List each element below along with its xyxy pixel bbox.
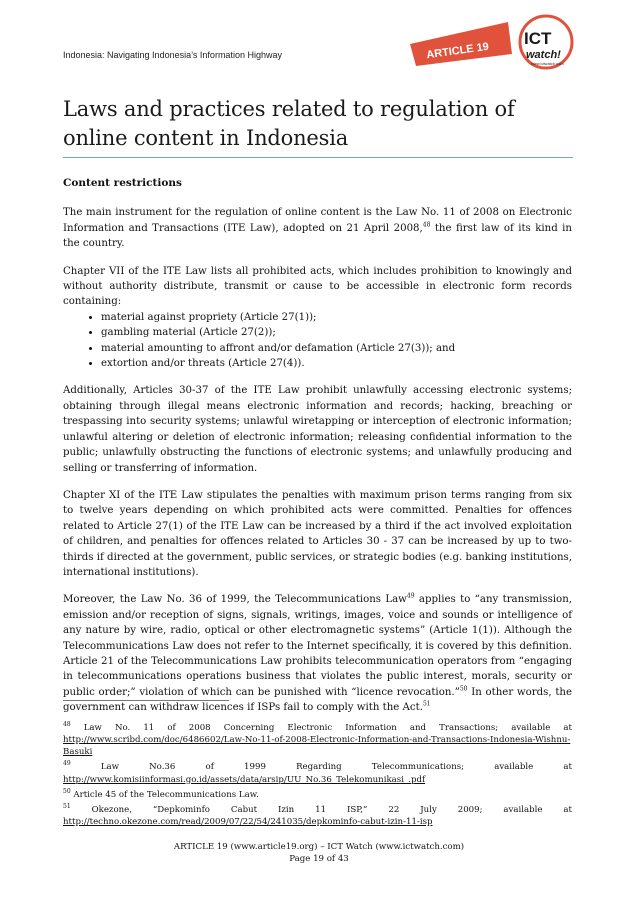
list-item: • material amounting to affront and/or defamation (Article 27(3)); and bbox=[101, 341, 572, 356]
publisher-logos bbox=[408, 14, 578, 72]
article19-logo bbox=[410, 22, 512, 66]
paragraph-4: Chapter XI of the ITE Law stipulates the penalties with maximum prison terms ranging from six to twelve years depending on which prohibited acts were committed. Penalties for offences related to Article 27(1) of the ITE Law can be increased by a third if the act involved exploitation of children, and penalties for offences related to Articles 30 - 37 can be increased by up to two-thirds if directed at the government, public services, or strategic bodies (e.g. banking institutions, international institutions). bbox=[63, 489, 572, 578]
footnote-ref-49[interactable]: 49 bbox=[406, 592, 415, 600]
section-heading: Content restrictions bbox=[63, 177, 182, 189]
list-item: • extortion and/or threats (Article 27(4)). bbox=[101, 356, 572, 371]
title-divider bbox=[63, 157, 573, 158]
footnote-ref-48[interactable]: 48 bbox=[422, 221, 431, 229]
footnote-separator bbox=[63, 700, 229, 701]
svg-text:ARTICLE 19: ARTICLE 19 bbox=[425, 40, 490, 62]
page-title: Laws and practices related to regulation of online content in Indonesia bbox=[63, 97, 515, 150]
running-header: Indonesia: Navigating Indonesia’s Information Highway bbox=[63, 50, 282, 60]
footnote-49: $^{49}$ Law No.36 of 1999 Regarding Telecommunications; available at bbox=[63, 760, 572, 773]
page-number: Page 19 of 43 bbox=[289, 854, 349, 864]
footnote-49-link-row bbox=[63, 774, 572, 786]
footnote-51: $^{51}$ Okezone, “Depkominfo Cabut Izin 11 ISP,” 22 July 2009; available at bbox=[63, 802, 572, 815]
page-footer-credits: ARTICLE 19 (www.article19.org) – ICT Watch (www.ictwatch.com) bbox=[173, 842, 465, 852]
ictwatch-logo bbox=[520, 16, 572, 68]
footnote-48-link-row bbox=[63, 734, 572, 758]
svg-text:ICT: ICT bbox=[524, 29, 552, 48]
prohibited-content-list bbox=[63, 310, 572, 372]
svg-text:watch!: watch! bbox=[526, 49, 561, 61]
footnote-link[interactable]: http://techno.okezone.com/read/2009/07/22/54/241035/depkominfo-cabut-izin-11-isp bbox=[63, 816, 433, 827]
list-item: • gambling material (Article 27(2)); bbox=[101, 325, 572, 340]
svg-text:www.ictwatch.com: www.ictwatch.com bbox=[531, 61, 564, 66]
paragraph-5: Moreover, the Law No. 36 of 1999, the Telecommunications Law$^{49}$ applies to “any transmission, emission and/or reception of signs, signals, writings, images, voice and sounds or intelligence of any nature by wire, radio, optical or other electromagnetic systems” (Article 1(1)). Although the Telecommunications Law does not refer to the Internet specifically, it is covered by this definition. Article 21 of the Telecommunications Law prohibits telecommunication operators from “engaging in telecommunications operations business that violates the public interest, morals, security or public order;” violation of which can be punished with “licence revocation.”$^{50}$ In other words, the government can withdraw licences if ISPs fail to comply with the Act.$^{51}$ bbox=[63, 592, 573, 714]
footnotes bbox=[63, 719, 572, 828]
list-item: • material against propriety (Article 27(1)); bbox=[101, 310, 572, 325]
paragraph-2: Chapter VII of the ITE Law lists all prohibited acts, which includes prohibition to knowingly and without authority distribute, transmit or cause to be accessible in electronic form records containing: bbox=[63, 265, 572, 308]
footnote-link[interactable]: http://www.komisiinformasi.go.id/assets/data/arsip/UU_No.36_Telekomunikasi_.pdf bbox=[63, 774, 426, 785]
footnote-ref-50[interactable]: 50 bbox=[459, 685, 468, 693]
footnote-ref-51[interactable]: 51 bbox=[422, 700, 431, 708]
paragraph-1: The main instrument for the regulation of online content is the Law No. 11 of 2008 on Electronic Information and Transactions (ITE Law), adopted on 21 April 2008,48 the first law of its kind in the country. bbox=[63, 207, 572, 250]
footnote-48: $^{48}$ Law No. 11 of 2008 Concerning Electronic Information and Transactions; available at bbox=[63, 721, 572, 733]
footnote-link[interactable]: http://www.scribd.com/doc/6486602/Law-No-11-of-2008-Electronic-Information-and-Transactions-Indonesia-Wishnu-Basuki bbox=[63, 735, 571, 758]
main-content bbox=[63, 176, 572, 728]
paragraph-3: Additionally, Articles 30-37 of the ITE Law prohibit unlawfully accessing electronic systems; obtaining through illegal means electronic information and records; hacking, breaching or trespassing into security systems; unlawful wiretapping or interception of electronic information; unlawful altering or deletion of electronic information; releasing confidential information to the public; unlawfully obstructing the functions of electronic systems; and unlawfully producing and selling or transferring of information. bbox=[63, 385, 572, 474]
footnote-50: $^{50}$ Article 45 of the Telecommunications Law. bbox=[63, 787, 259, 800]
footnote-51-link-row bbox=[63, 816, 572, 828]
